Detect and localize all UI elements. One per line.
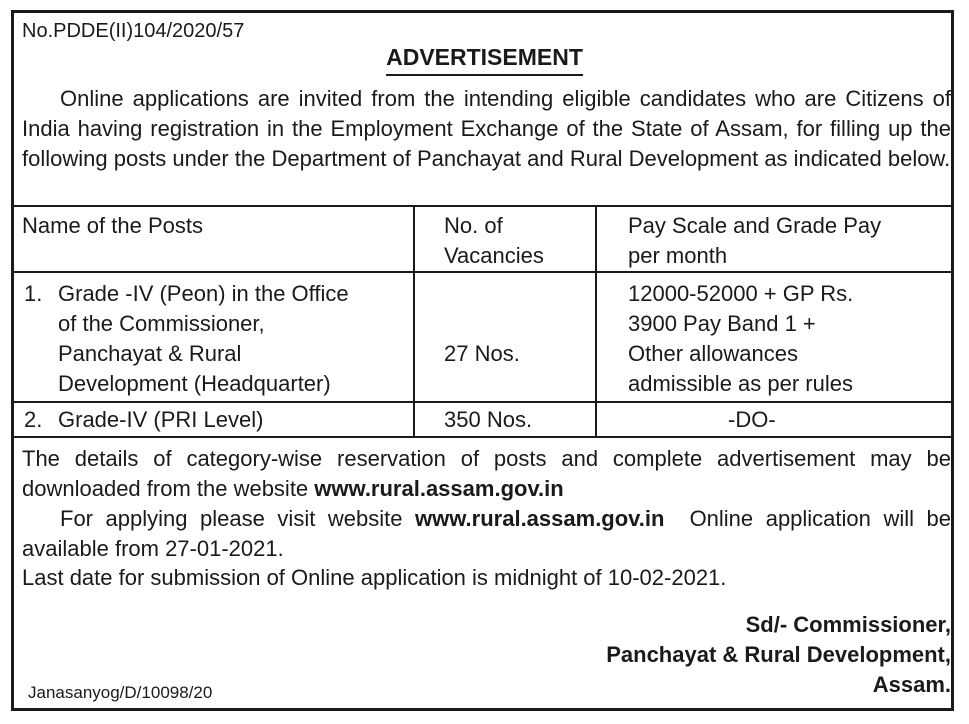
title-text: ADVERTISEMENT — [386, 44, 583, 76]
intro-paragraph — [22, 84, 951, 174]
row1-pay-scale: 12000-52000 + GP Rs. 3900 Pay Band 1 + Other allowances admissible as per rules — [628, 281, 854, 396]
table-header-rule — [14, 271, 954, 273]
signature-line-1: Sd/- Commissioner, — [745, 612, 951, 637]
details-block — [22, 444, 951, 504]
apply-text-before: For applying please visit website — [60, 506, 403, 531]
signature-line-2: Panchayat & Rural Development, — [606, 642, 951, 667]
posts-table — [14, 205, 954, 438]
advertisement-title — [0, 44, 969, 76]
last-date-line: Last date for submission of Online application is midnight of 10-02-2021. — [22, 565, 727, 590]
table-bottom-rule — [14, 436, 954, 438]
row1-post-name: Grade -IV (Peon) in the Office of the Commissioner, Panchayat & Rural Development (Headquarter) — [58, 281, 349, 396]
header-post-name: Name of the Posts — [22, 213, 203, 238]
row2-vacancies: 350 Nos. — [444, 407, 533, 432]
signature-line-3: Assam. — [872, 672, 951, 697]
reference-number: No.PDDE(II)104/2020/57 — [22, 20, 245, 42]
row2-pay-scale: -DO- — [728, 407, 776, 432]
table-row1-rule — [14, 401, 954, 403]
apply-text-after: Online application will be available from 27-01-2021. — [22, 506, 952, 561]
table-top-rule — [14, 205, 954, 207]
table-col-divider-1 — [413, 205, 415, 438]
details-paragraph — [22, 444, 951, 564]
row2-number: 2. — [24, 407, 43, 432]
signature-block — [606, 610, 951, 700]
intro-text: Online applications are invited from the intending eligible candidates who are Citizens of India having registration in the Employment Exchange of the State of Assam, for filling up the following posts under the Department of Panchayat and Rural Development as indicated below. — [22, 86, 951, 171]
row1-vacancies: 27 Nos. — [444, 341, 520, 366]
header-pay-scale: Pay Scale and Grade Pay per month — [628, 213, 882, 268]
details-text: The details of category-wise reservation of posts and complete advertisement may be downloaded from the website — [22, 446, 951, 501]
row2-post-name: Grade-IV (PRI Level) — [58, 407, 264, 432]
header-vacancies: No. of Vacancies — [444, 213, 544, 268]
apply-block — [22, 504, 951, 564]
publicity-code: Janasanyog/D/10098/20 — [28, 683, 213, 702]
apply-website: www.rural.assam.gov.in — [415, 506, 665, 531]
details-website: www.rural.assam.gov.in — [314, 476, 564, 501]
row1-number: 1. — [24, 281, 43, 306]
table-col-divider-2 — [595, 205, 597, 438]
